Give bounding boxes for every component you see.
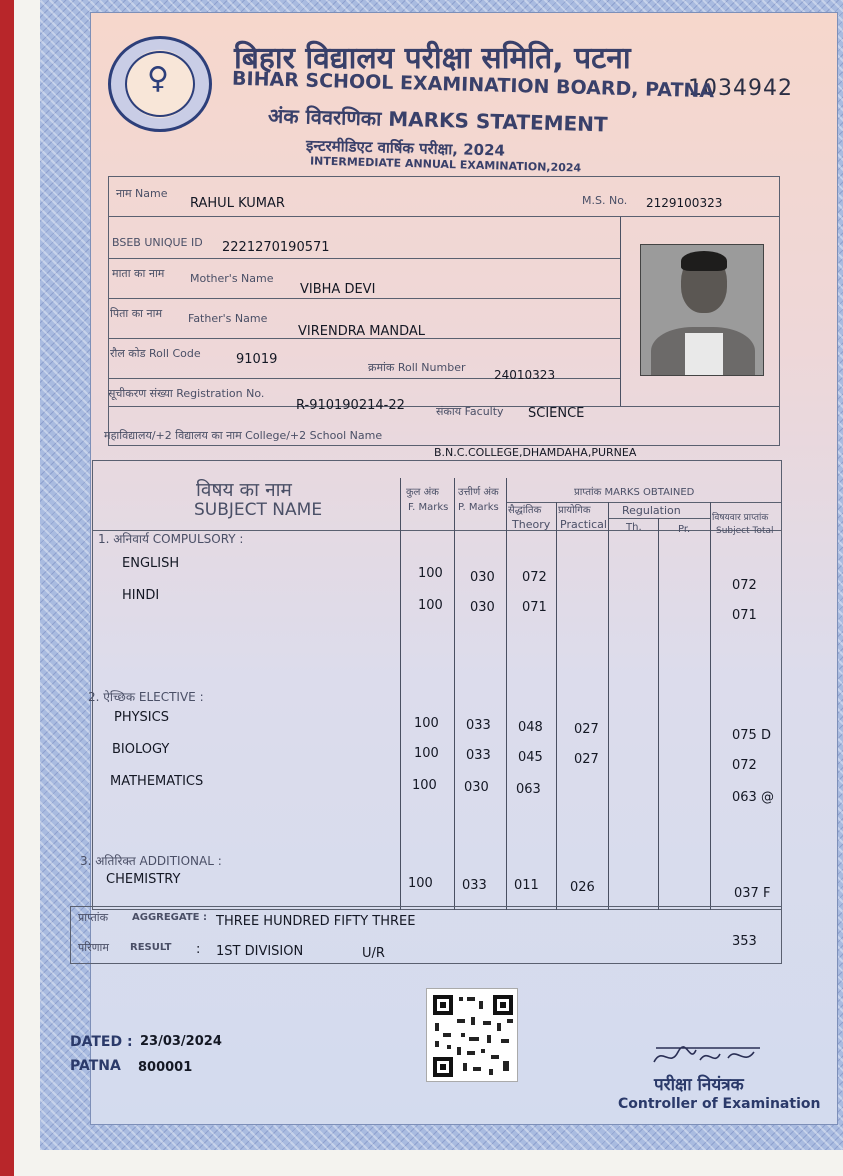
- controller-title-hindi: परीक्षा नियंत्रक: [654, 1075, 744, 1095]
- theory-marks: 045: [518, 750, 543, 765]
- college-label: महाविद्यालय/+2 विद्यालय का नाम College/+2 School Name: [104, 429, 383, 442]
- subject-total: 072: [732, 578, 757, 593]
- aggregate-in-words: THREE HUNDRED FIFTY THREE: [216, 914, 416, 929]
- pass-marks-hindi: उत्तीर्ण अंक: [458, 487, 499, 498]
- issue-date: 23/03/2024: [140, 1034, 222, 1049]
- controller-signature: [650, 1040, 770, 1072]
- father-name: VIRENDRA MANDAL: [298, 324, 425, 339]
- full-marks: 100: [408, 876, 433, 891]
- serial-number: 1034942: [688, 76, 793, 101]
- result-category: U/R: [362, 946, 385, 961]
- roll-number-label: क्रमांक Roll Number: [368, 361, 466, 374]
- subject-total-header: Subject Total: [716, 526, 774, 536]
- subject-name: MATHEMATICS: [110, 774, 204, 789]
- roll-code-label: रौल कोड Roll Code: [110, 347, 201, 360]
- col-divider: [400, 478, 401, 910]
- theory-header: Theory: [512, 518, 551, 531]
- student-photo: [640, 244, 764, 376]
- title-hindi: बिहार विद्यालय परीक्षा समिति, पटना: [234, 41, 631, 76]
- subject-heading: SUBJECT NAME: [194, 500, 323, 520]
- unique-id-label: BSEB UNIQUE ID: [112, 236, 203, 249]
- subject-name: BIOLOGY: [112, 742, 170, 757]
- practical-marks: 027: [574, 722, 599, 737]
- subject-name: ENGLISH: [122, 556, 180, 571]
- marks-statement-heading: अंक विवरणिका MARKS STATEMENT: [267, 103, 608, 137]
- result-label: RESULT: [130, 942, 172, 953]
- pass-marks: 030: [464, 780, 489, 795]
- father-name-label: Father's Name: [188, 312, 268, 325]
- theory-marks: 072: [522, 570, 547, 585]
- marks-obtained-header: प्राप्तांक MARKS OBTAINED: [574, 487, 695, 498]
- subject-total: 075 D: [732, 728, 771, 743]
- practical-header: Practical: [560, 518, 607, 531]
- aggregate-label: AGGREGATE :: [132, 912, 207, 923]
- student-name: RAHUL KUMAR: [190, 196, 285, 211]
- details-rule: [108, 216, 780, 217]
- pin-code: 800001: [138, 1060, 193, 1075]
- section-elective: 2. ऐच्छिक ELECTIVE :: [88, 690, 204, 704]
- subject-total: 037 F: [734, 886, 771, 901]
- signature-graphic: [650, 1040, 770, 1072]
- section-compulsory: 1. अनिवार्य COMPULSORY :: [98, 532, 244, 546]
- full-marks: 100: [418, 598, 443, 613]
- pass-marks: 033: [466, 748, 491, 763]
- subject-total: 072: [732, 758, 757, 773]
- title-english: BIHAR SCHOOL EXAMINATION BOARD, PATNA: [231, 67, 715, 103]
- photo-divider: [620, 216, 621, 406]
- aggregate-marks: 353: [732, 934, 757, 949]
- subject-total-hindi: विषयवार प्राप्तांक: [712, 513, 769, 523]
- pass-marks: 033: [466, 718, 491, 733]
- result-label-hindi: परिणाम: [78, 941, 109, 954]
- aggregate-label-hindi: प्राप्तांक: [78, 911, 109, 924]
- result-colon: :: [196, 942, 201, 957]
- pass-marks: 030: [470, 600, 495, 615]
- roll-number: 24010323: [494, 368, 556, 382]
- details-rule: [108, 258, 620, 259]
- subject-name: CHEMISTRY: [106, 872, 181, 887]
- board-seal-emblem: ♀: [108, 36, 212, 132]
- obtained-subrule: [506, 502, 782, 503]
- regulation-practical-header: Pr.: [678, 524, 691, 535]
- faculty-label: संकाय Faculty: [436, 405, 504, 418]
- full-marks: 100: [414, 716, 439, 731]
- place-label: PATNA: [70, 1058, 121, 1074]
- subject-name: HINDI: [122, 588, 160, 603]
- subject-total: 071: [732, 608, 757, 623]
- full-marks-hindi: कुल अंक: [406, 487, 439, 498]
- full-marks: 100: [418, 566, 443, 581]
- unique-id: 2221270190571: [222, 240, 330, 255]
- theory-hindi: सैद्धांतिक: [508, 505, 542, 516]
- regulation-theory-header: Th.: [626, 522, 642, 533]
- full-marks: 100: [412, 778, 437, 793]
- details-rule: [108, 298, 620, 299]
- theory-marks: 071: [522, 600, 547, 615]
- pass-marks: 030: [470, 570, 495, 585]
- registration-number: R-910190214-22: [296, 398, 405, 413]
- section-additional: 3. अतिरिक्त ADDITIONAL :: [80, 854, 222, 868]
- subject-name: PHYSICS: [114, 710, 169, 725]
- exam-title-english: INTERMEDIATE ANNUAL EXAMINATION,2024: [309, 154, 582, 175]
- controller-title: Controller of Examination: [618, 1096, 821, 1112]
- qr-code: [426, 988, 518, 1082]
- qr-code-graphic: [427, 989, 519, 1083]
- col-divider: [658, 518, 659, 910]
- faculty: SCIENCE: [528, 406, 585, 421]
- col-divider: [608, 502, 609, 910]
- roll-code: 91019: [236, 352, 278, 367]
- pass-marks: 033: [462, 878, 487, 893]
- name-label: नाम Name: [116, 187, 168, 200]
- col-divider: [710, 502, 711, 910]
- practical-hindi: प्रायोगिक: [558, 505, 591, 516]
- father-name-label-hindi: पिता का नाम: [110, 307, 163, 320]
- theory-marks: 011: [514, 878, 539, 893]
- mother-name: VIBHA DEVI: [300, 282, 376, 297]
- practical-marks: 027: [574, 752, 599, 767]
- subject-heading-hindi: विषय का नाम: [196, 479, 292, 501]
- col-divider: [556, 502, 557, 910]
- pass-marks-header: P. Marks: [458, 502, 499, 513]
- subject-total: 063 @: [732, 790, 774, 805]
- college-name: B.N.C.COLLEGE,DHAMDAHA,PURNEA: [434, 446, 637, 459]
- regulation-subrule: [608, 518, 710, 519]
- full-marks-header: F. Marks: [408, 502, 449, 513]
- full-marks: 100: [414, 746, 439, 761]
- mother-name-label: Mother's Name: [190, 272, 274, 285]
- dated-label: DATED :: [70, 1034, 133, 1050]
- practical-marks: 026: [570, 880, 595, 895]
- ms-number: 2129100323: [646, 196, 723, 210]
- result-division: 1ST DIVISION: [216, 944, 304, 959]
- col-divider: [506, 478, 507, 910]
- exam-title-hindi: इन्टरमीडिएट वार्षिक परीक्षा, 2024: [305, 136, 506, 160]
- theory-marks: 063: [516, 782, 541, 797]
- col-divider: [454, 478, 455, 910]
- regulation-header: Regulation: [622, 504, 681, 517]
- ms-number-label: M.S. No.: [582, 194, 628, 207]
- registration-label: सूचीकरण संख्या Registration No.: [108, 387, 265, 400]
- theory-marks: 048: [518, 720, 543, 735]
- mother-name-label-hindi: माता का नाम: [112, 267, 165, 280]
